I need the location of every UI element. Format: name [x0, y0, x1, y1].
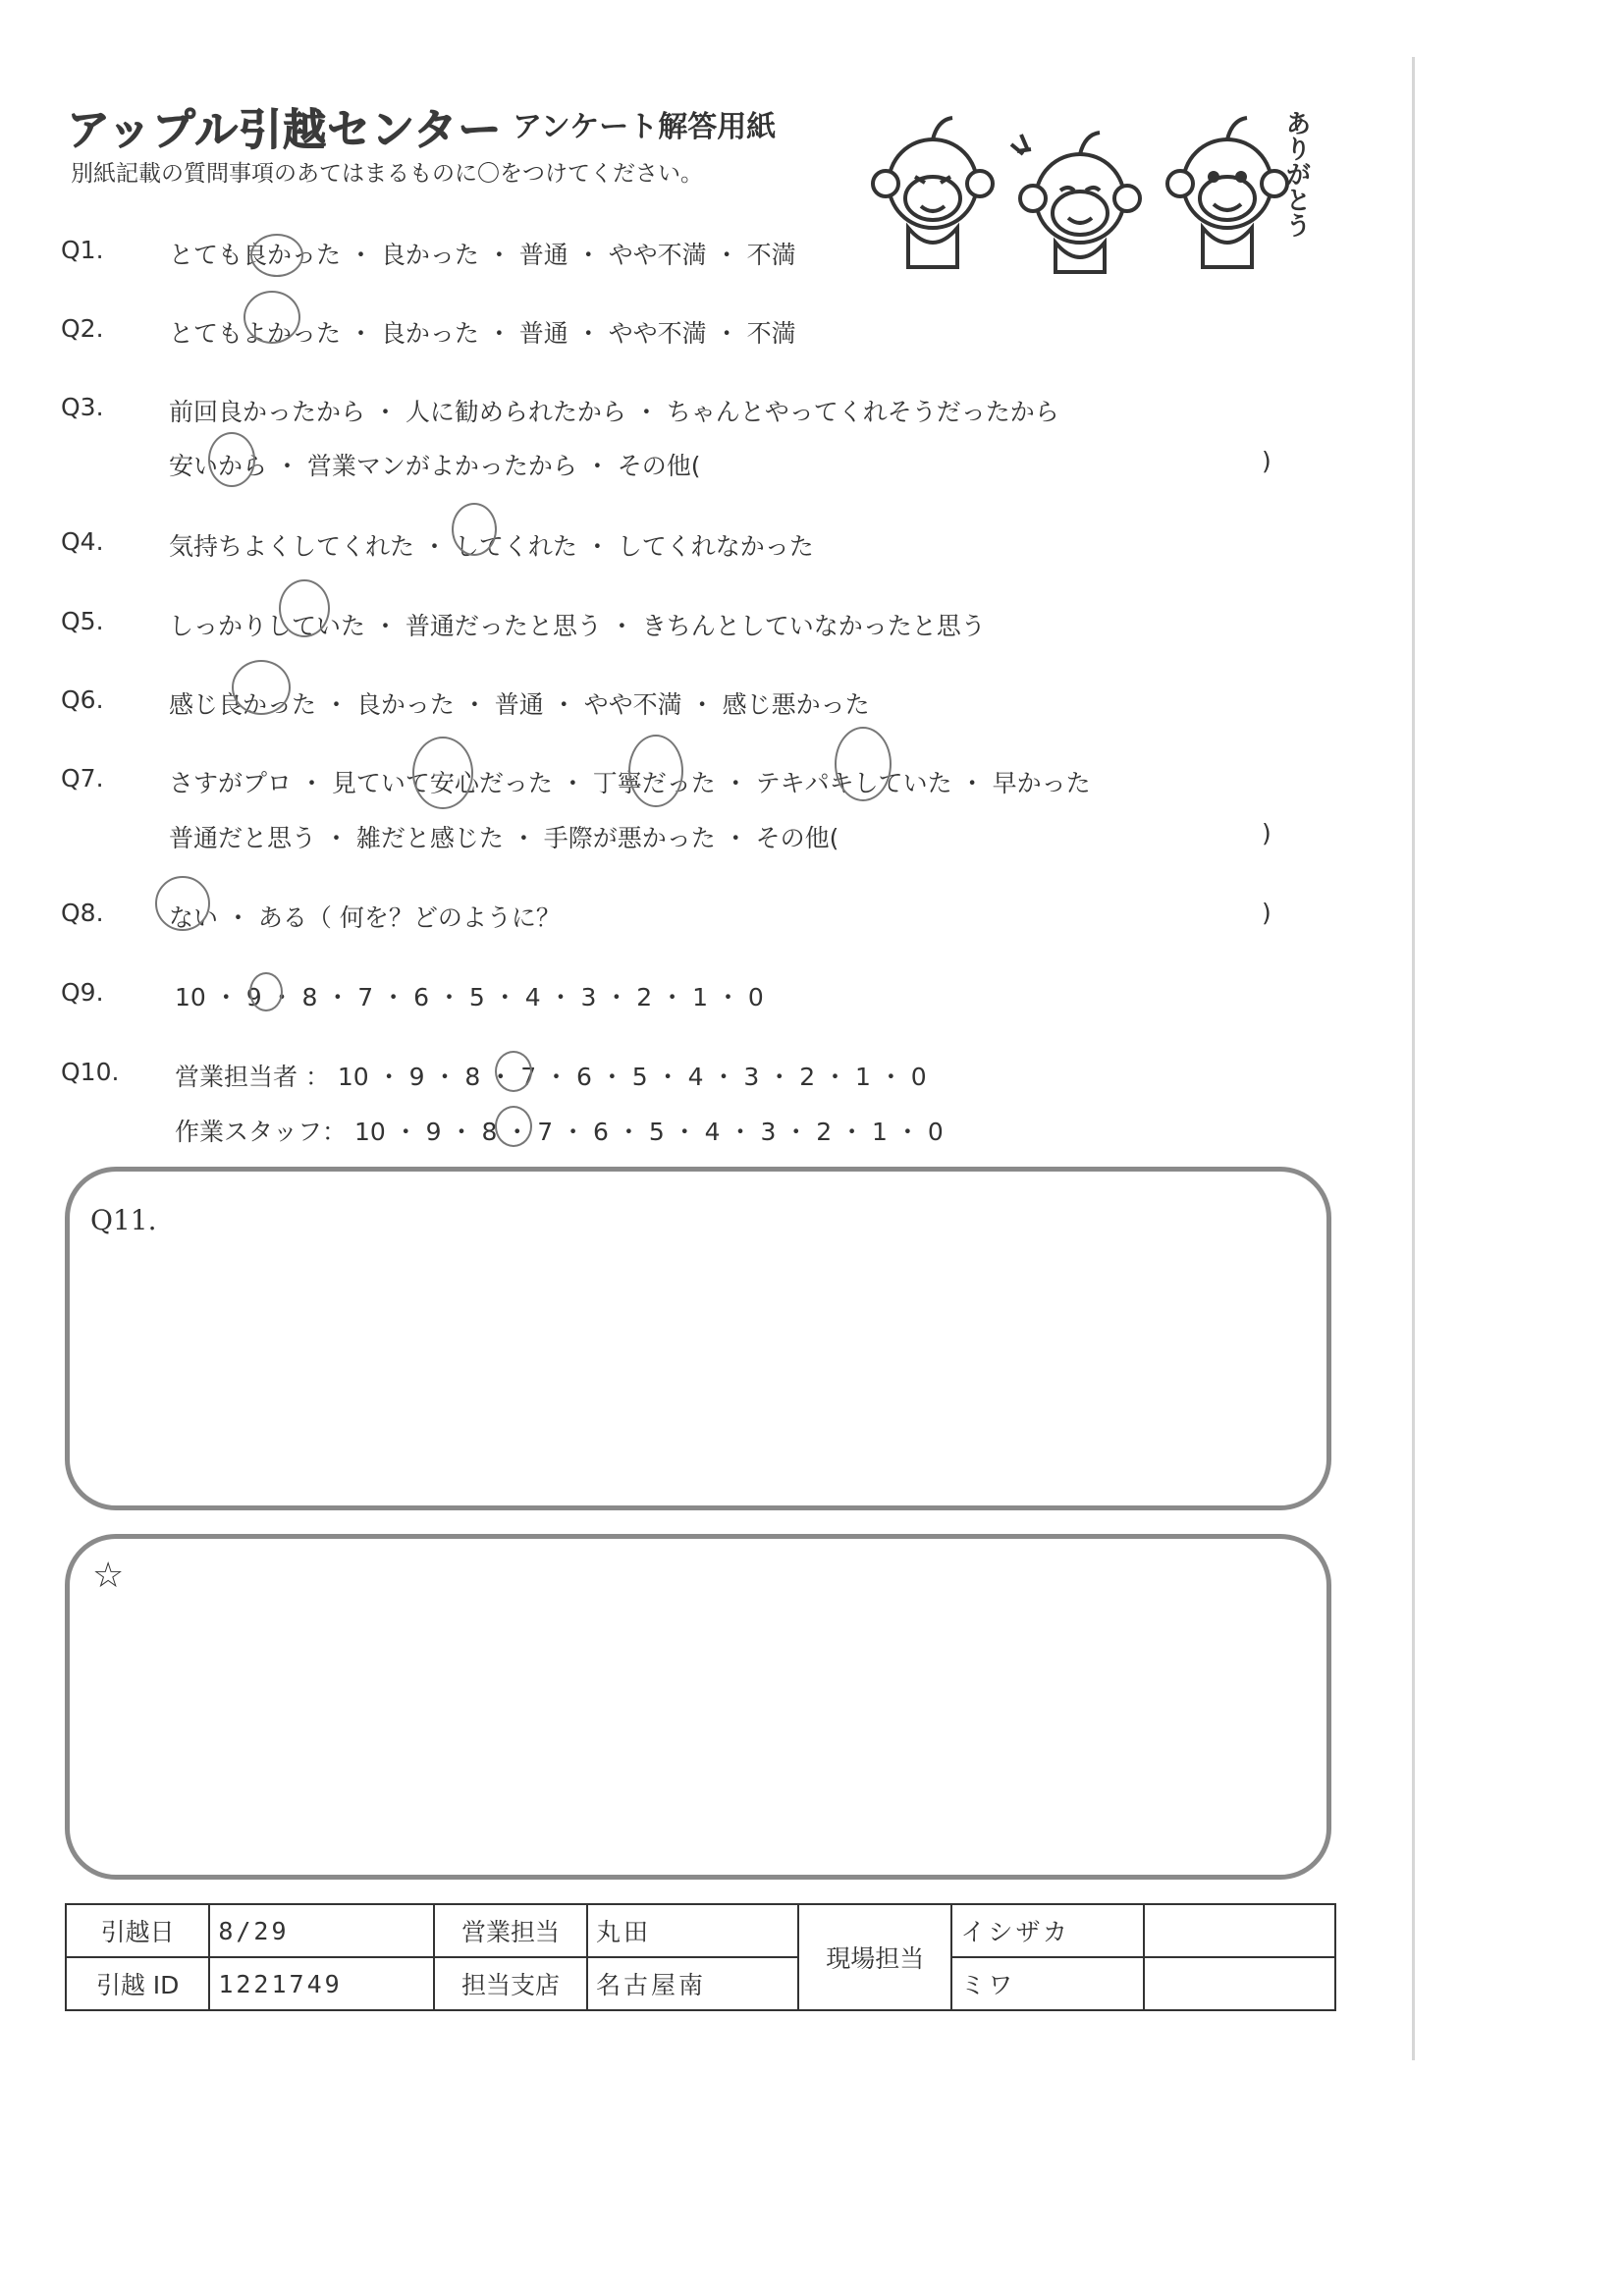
site-rep-extra-cell-1	[1144, 1904, 1335, 1957]
q7-options-line2: 普通だと思う ・ 雑だと感じた ・ 手際が悪かった ・ その他(	[169, 824, 839, 852]
company-title: アップル引越センター	[67, 105, 503, 155]
q3-options-line2: 安いから ・ 営業マンがよかったから ・ その他(	[169, 452, 701, 480]
q7-label: Q7.	[61, 764, 104, 793]
move-info-table	[65, 1903, 1336, 2011]
q7-close-paren: )	[1262, 819, 1271, 847]
q5-options: しっかりしていた ・ 普通だったと思う ・ きちんとしていなかったと思う	[169, 612, 986, 640]
sales-rep-value: 丸田	[587, 1904, 798, 1957]
site-rep-value-1: イシザカ	[951, 1904, 1144, 1957]
q8-options: ない ・ ある（ 何を？どのように？	[169, 903, 561, 932]
monkey-icon	[1011, 133, 1140, 272]
instruction-text: 別紙記載の質問事項のあてはまるものに〇をつけてください。	[71, 161, 703, 187]
q8-label: Q8.	[61, 899, 104, 927]
q1-options: とても良かった ・ 良かった ・ 普通 ・ やや不満 ・ 不満	[169, 241, 796, 269]
q3-close-paren: )	[1262, 447, 1271, 475]
q6-label: Q6.	[61, 685, 104, 714]
q10-staff-scale: 作業スタッフ： 10 ・ 9 ・ 8 ・ 7 ・ 6 ・ 5 ・ 4 ・ 3 ・ 2 ・ 1 ・ 0	[175, 1118, 944, 1146]
q10-sales-scale: 営業担当者 ： 10 ・ 9 ・ 8 ・ 7 ・ 6 ・ 5 ・ 4 ・ 3 ・ 2 ・ 1 ・ 0	[175, 1063, 927, 1091]
site-rep-value-2: ミワ	[951, 1957, 1144, 2010]
page-edge-line	[1412, 57, 1415, 2060]
q9-scale: 10 ・ 9 ・ 8 ・ 7 ・ 6 ・ 5 ・ 4 ・ 3 ・ 2 ・ 1 ・ 0	[175, 983, 764, 1011]
move-id-label: 引越 ID	[66, 1957, 209, 2010]
move-date-value: 8/29	[209, 1904, 434, 1957]
star-comment-box[interactable]	[65, 1534, 1331, 1880]
q7-options-line1: さすがプロ ・ 見ていて安心だった ・ 丁寧だった ・ テキパキしていた ・ 早かった	[169, 769, 1091, 797]
q10-label: Q10.	[61, 1058, 120, 1086]
monkey-mascots-illustration	[864, 90, 1316, 277]
monkey-icon	[1167, 118, 1287, 267]
q11-label: Q11.	[90, 1204, 157, 1236]
move-date-label: 引越日	[66, 1904, 209, 1957]
site-rep-extra-cell-2	[1144, 1957, 1335, 2010]
q5-label: Q5.	[61, 607, 104, 635]
q3-options-line1: 前回良かったから ・ 人に勧められたから ・ ちゃんとやってくれそうだったから	[169, 398, 1059, 426]
q9-label: Q9.	[61, 978, 104, 1007]
branch-value: 名古屋南	[587, 1957, 798, 2010]
q4-label: Q4.	[61, 527, 104, 556]
q1-label: Q1.	[61, 236, 104, 264]
form-subtitle: アンケート解答用紙	[513, 110, 777, 144]
thanks-text: ありがとう	[1281, 110, 1311, 238]
star-icon: ☆	[92, 1556, 125, 1596]
q2-options: とてもよかった ・ 良かった ・ 普通 ・ やや不満 ・ 不満	[169, 319, 796, 348]
q6-options: 感じ良かった ・ 良かった ・ 普通 ・ やや不満 ・ 感じ悪かった	[169, 690, 870, 719]
branch-label: 担当支店	[434, 1957, 587, 2010]
q3-label: Q3.	[61, 393, 104, 421]
move-id-value: 1221749	[209, 1957, 434, 2010]
q8-close-paren: )	[1262, 899, 1271, 927]
q11-comment-box[interactable]	[65, 1167, 1331, 1510]
sales-rep-label: 営業担当	[434, 1904, 587, 1957]
q4-options: 気持ちよくしてくれた ・ してくれた ・ してくれなかった	[169, 532, 814, 561]
monkey-icon	[873, 118, 993, 267]
q2-label: Q2.	[61, 314, 104, 343]
site-rep-label: 現場担当	[798, 1904, 951, 2010]
